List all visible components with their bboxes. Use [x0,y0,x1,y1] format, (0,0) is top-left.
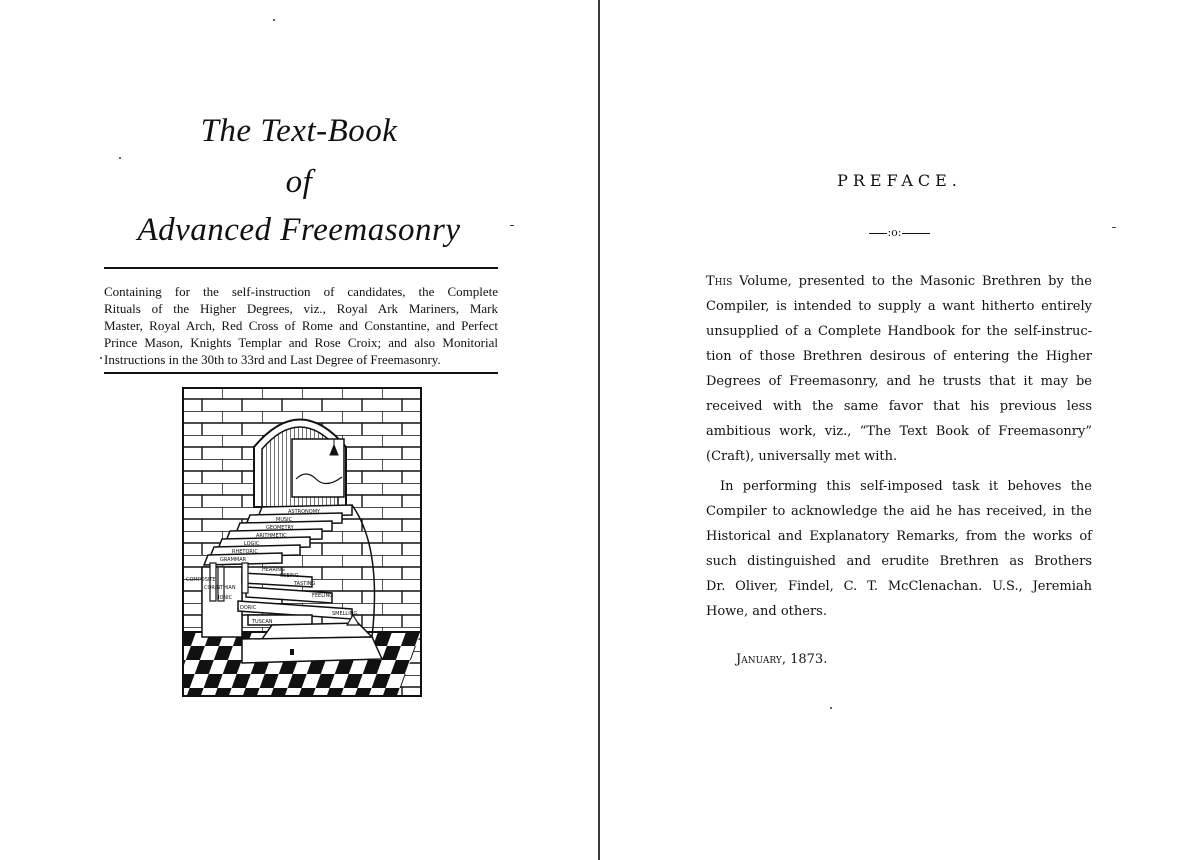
sense-label: HEARING [262,567,285,573]
preface-divider [600,226,1199,239]
frontispiece-illustration [182,387,422,697]
preface-line: Historical and Explanatory Remarks, from the works of [706,529,1092,544]
step-label: GEOMETRY [266,525,294,531]
top-rule [104,267,498,269]
sense-label: FEELING [312,593,334,599]
scan-speck [100,357,102,359]
subtitle-line: Master, Royal Arch, Red Cross of Rome and Constantine, and Perfect [104,318,498,333]
preface-date [736,652,827,667]
sense-label: SMELLING [332,611,358,617]
step-label: RHETORIC [232,549,258,555]
preface-line: (Craft), universally met with. [706,449,898,464]
left-page [0,0,598,860]
subtitle-line: Containing for the self-instruction of candidates, the Complete [104,284,498,299]
step-label: MUSIC [276,517,293,523]
step-label: GRAMMAR [220,557,247,563]
subtitle-line: Prince Mason, Knights Templar and Rose Croix; and also Monitorial [104,335,498,350]
right-page [600,0,1199,860]
column-label: DORIC [240,605,257,611]
preface-line: ambitious work, viz., “The Text Book of Freemasonry” [706,424,1092,439]
book-title-line-1: The Text-Book [200,113,398,149]
sense-label: SEEING [280,573,299,579]
preface-line: In performing this self-imposed task it behoves the [720,479,1092,494]
preface-line: Degrees of Freemasonry, and he trusts that it may be [706,374,1092,389]
preface-line [706,269,1092,294]
preface-line: Howe, and others. [706,604,827,619]
book-subtitle [104,283,498,368]
column-label: CORINTHIAN [204,585,236,591]
preface-line: Compiler, is intended to supply a want hitherto entirely [706,299,1092,314]
preface-body [706,269,1092,624]
subtitle-line: Rituals of the Higher Degrees, viz., Royal Ark Mariners, Mark [104,301,498,316]
divider-mark: :o: [887,226,902,239]
column-label: COMPOSITE [186,577,216,583]
scan-speck [830,707,832,709]
preface-heading: PREFACE. [837,171,962,190]
preface-line: Compiler to acknowledge the aid he has received, in the [706,504,1092,519]
sense-label: TASTING [294,581,316,587]
date-month: January [736,652,782,667]
scan-speck [510,225,514,226]
divider-rule-left [869,233,887,234]
subtitle-line: Instructions in the 30th to 33rd and Last Degree of Freemasonry. [104,352,441,367]
preface-line: such distinguished and erudite Brethren as Brothers [706,554,1092,569]
step-label: LOGIC [244,541,260,547]
column-label: TUSCAN [252,619,273,625]
preface-lead-word: This [706,274,733,289]
book-title-line-2: of [285,164,313,200]
bottom-rule [104,372,498,374]
preface-line: received with the same favor that his previous less [706,399,1092,414]
preface-line: tion of those Brethren desirous of entering the Higher [706,349,1092,364]
column-label: IONIC [218,595,233,601]
preface-line-text: Volume, presented to the Masonic Brethren by the [732,274,1092,289]
scan-speck [273,19,275,21]
step-label: ASTRONOMY [288,509,321,515]
divider-rule-right [902,233,930,234]
step-label: ARITHMETIC [256,533,287,539]
book-title-line-3: Advanced Freemasonry [137,212,461,248]
date-year: , 1873. [781,652,828,667]
preface-line: Dr. Oliver, Findel, C. T. McClenachan. U.S., Jeremiah [706,579,1092,594]
scan-speck [1112,227,1116,228]
preface-line: unsupplied of a Complete Handbook for the self-instruc- [706,324,1092,339]
scan-speck [119,157,121,159]
